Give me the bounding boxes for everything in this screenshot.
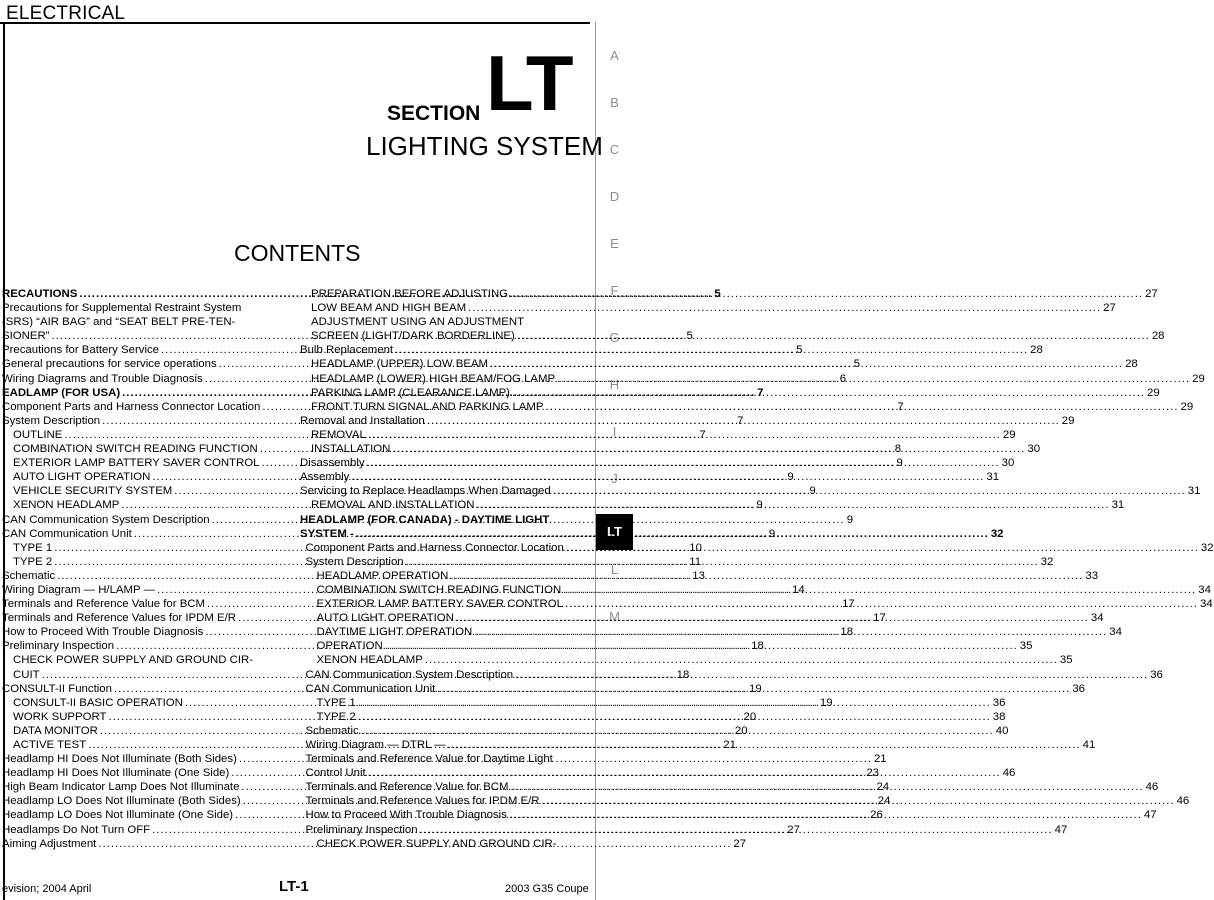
toc-entry[interactable]: [300, 513, 592, 527]
toc-leader-dots: [557, 372, 1190, 386]
toc-entry-page: 33: [1085, 569, 1099, 582]
toc-entry-title: HEADLAMP (LOWER) HIGH BEAM/FOG LAMP: [311, 372, 556, 385]
toc-entry[interactable]: [300, 456, 1015, 470]
toc-entry-title: VEHICLE SECURITY SYSTEM: [13, 485, 173, 498]
toc-entry-page: 9: [756, 499, 763, 512]
toc-leader-dots: [565, 597, 1198, 611]
toc-entry-title: Terminals and Reference Value for Daytime Light: [305, 753, 553, 766]
toc-entry-title: Schematic: [2, 569, 56, 582]
toc-leader-dots: [368, 428, 1001, 442]
toc-entry[interactable]: [300, 343, 1043, 357]
toc-entry-title: CAN Communication System Description: [2, 513, 210, 526]
toc-entry[interactable]: [300, 287, 1158, 301]
toc-entry-page: 13: [692, 569, 705, 582]
toc-entry-title: Component Parts and Harness Connector Location: [2, 400, 261, 413]
toc-entry-page: 7: [757, 386, 764, 399]
toc-entry-page: 27: [787, 823, 800, 836]
toc-entry-title: Precautions for Battery Service: [2, 344, 160, 357]
toc-leader-dots: [392, 442, 1025, 456]
toc-entry-title: SYSTEM -: [300, 527, 354, 540]
toc-entry-title: REMOVAL AND INSTALLATION: [311, 499, 475, 512]
toc-entry-page: 46: [1145, 781, 1159, 794]
toc-entry-title: Headlamp LO Does Not Illuminate (One Side): [2, 809, 234, 822]
toc-entry-page: 27: [733, 837, 747, 850]
toc-entry-page: 9: [768, 527, 776, 540]
toc-entry-page: 29: [1192, 372, 1205, 385]
toc-entry-page: 7: [737, 414, 744, 427]
toc-leader-dots: [406, 555, 1039, 569]
footer-page-number: LT-1: [279, 878, 309, 895]
contents-heading: CONTENTS: [234, 240, 361, 266]
toc-leader-dots: [456, 611, 1089, 625]
toc-entry-page: 27: [1145, 288, 1158, 300]
section-tab-e[interactable]: E: [610, 236, 619, 251]
section-tab-lt[interactable]: LT: [596, 514, 633, 550]
section-title: LIGHTING SYSTEM: [366, 131, 603, 161]
toc-entry-page: 46: [1176, 795, 1190, 808]
toc-entry-page: 31: [1111, 499, 1125, 512]
toc-leader-dots: [351, 470, 984, 484]
toc-entry[interactable]: [300, 386, 1160, 400]
toc-entry-title: HEADLAMP (UPPER) LOW BEAM: [311, 358, 489, 371]
toc-entry[interactable]: [300, 498, 1125, 512]
toc-entry-title: Preliminary Inspection: [305, 823, 418, 836]
footer-model: 2003 G35 Coupe: [505, 883, 589, 895]
toc-entry-title: PREPARATION BEFORE ADJUSTING: [311, 288, 509, 300]
toc-entry-page: 38: [992, 710, 1006, 723]
toc-entry-title: Terminals and Reference Values for IPDM E/R: [2, 612, 237, 625]
toc-entry-page: 30: [1027, 443, 1041, 456]
toc-entry-title: TYPE 2: [316, 710, 356, 723]
toc-entry-page: 34: [1198, 583, 1211, 596]
toc-entry-page: 46: [1002, 767, 1016, 780]
toc-entry-page: 11: [689, 555, 702, 568]
toc-entry-page: 21: [873, 753, 887, 766]
toc-entry-title: CAN Communication Unit: [305, 682, 436, 695]
toc-entry[interactable]: [300, 653, 1073, 667]
toc-entry-title: AUTO LIGHT OPERATION: [316, 612, 454, 625]
toc-leader-dots: [425, 653, 1058, 667]
toc-leader-dots: [517, 329, 1150, 343]
toc-leader-dots: [546, 400, 1179, 414]
toc-leader-dots: [468, 301, 1101, 315]
toc-entry-title: How to Proceed With Trouble Diagnosis: [2, 626, 204, 639]
toc-entry-page: 35: [1019, 640, 1033, 653]
toc-entry-page: 23: [866, 767, 879, 780]
toc-entry-page: 47: [1054, 823, 1068, 836]
toc-leader-dots: [509, 808, 1142, 822]
toc-entry[interactable]: [2, 315, 284, 329]
toc-entry-title: How to Proceed With Trouble Diagnosis: [305, 809, 507, 822]
toc-entry-title: (SRS) “AIR BAG” and “SEAT BELT PRE-TEN-: [2, 316, 236, 329]
toc-leader-dots: [490, 357, 1123, 371]
toc-leader-dots: [474, 625, 1107, 639]
toc-entry-page: 32: [1200, 541, 1214, 554]
toc-entry-page: 29: [1061, 414, 1075, 427]
toc-entry-page: 36: [1072, 682, 1085, 695]
toc-leader-dots: [361, 724, 994, 738]
section-tab-g[interactable]: G: [609, 330, 620, 345]
toc-entry-page: 29: [1002, 428, 1016, 441]
toc-entry-title: General precautions for service operations: [2, 358, 217, 371]
toc-entry-page: 36: [992, 696, 1006, 709]
toc-entry-page: 24: [876, 781, 890, 794]
section-tab-j[interactable]: J: [611, 471, 618, 486]
toc-entry-title: Terminals and Reference Value for BCM: [305, 781, 509, 794]
toc-entry-title: COMBINATION SWITCH READING FUNCTION: [13, 443, 258, 456]
toc-entry[interactable]: [300, 400, 1194, 414]
toc-entry-title: EXTERIOR LAMP BATTERY SAVER CONTROL: [13, 457, 260, 470]
toc-entry-title: DATA MONITOR: [13, 724, 98, 737]
toc-leader-dots: [515, 668, 1148, 682]
toc-entry-page: 24: [877, 795, 891, 808]
section-code: LT: [486, 39, 572, 127]
toc-entry-title: System Description: [2, 414, 101, 427]
toc-entry-title: SIONER”: [2, 330, 50, 343]
toc-entry-page: 35: [1059, 654, 1073, 667]
toc-entry-page: 5: [714, 288, 721, 300]
header-category: ELECTRICAL: [6, 3, 126, 24]
toc-entry-page: 9: [787, 471, 794, 484]
toc-entry-title: TYPE 1: [316, 696, 356, 709]
toc-entry-page: 10: [689, 541, 702, 554]
toc-entry-title: ACTIVE TEST: [13, 739, 87, 751]
toc-entry-title: TYPE 2: [13, 555, 53, 568]
toc-leader-dots: [385, 639, 1018, 653]
toc-entry[interactable]: [300, 484, 1201, 498]
toc-entry-page: 5: [853, 358, 861, 371]
toc-entry-title: CHECK POWER SUPPLY AND GROUND CIR-: [316, 837, 557, 850]
toc-entry-page: 5: [686, 330, 693, 343]
toc-leader-dots: [358, 696, 991, 710]
toc-entry-page: 32: [990, 527, 1004, 540]
toc-leader-dots: [420, 823, 1053, 837]
toc-entry-title: System Description: [305, 555, 404, 568]
toc-entry-page: 41: [1082, 739, 1096, 751]
toc-entry-title: ADJUSTMENT USING AN ADJUSTMENT: [311, 316, 525, 329]
toc-leader-dots: [450, 569, 1083, 583]
toc-entry-title: Component Parts and Harness Connector Location: [305, 541, 564, 554]
toc-entry-page: 7: [897, 400, 904, 413]
toc-entry-page: 17: [873, 612, 886, 625]
toc-entry-title: CUIT: [13, 668, 40, 681]
toc-entry-title: Wiring Diagram — H/LAMP —: [2, 583, 155, 596]
toc-leader-dots: [566, 541, 1199, 555]
toc-entry-title: Bulb Replacement: [300, 344, 394, 357]
toc-entry-page: 29: [1147, 386, 1160, 399]
toc-entry-page: 28: [1125, 358, 1138, 371]
section-tab-m[interactable]: M: [609, 609, 620, 624]
toc-entry-title: XENON HEADLAMP: [316, 654, 423, 667]
toc-leader-dots: [448, 738, 1081, 752]
toc-entry-title: HEADLAMP OPERATION: [316, 569, 449, 582]
toc-entry-page: 19: [748, 682, 762, 695]
toc-entry-title: Aiming Adjustment: [2, 837, 97, 850]
toc-entry-title: Disassembly: [300, 457, 365, 470]
section-tab-b[interactable]: B: [610, 95, 619, 110]
toc-entry-page: 19: [819, 696, 833, 709]
toc-entry-page: 21: [723, 739, 736, 751]
toc-entry-page: 6: [839, 372, 847, 385]
toc-entry-page: 34: [1199, 598, 1213, 611]
toc-entry-page: 5: [796, 344, 803, 357]
toc-entry-page: 32: [1040, 555, 1054, 568]
toc-entry-title: RECAUTIONS: [2, 288, 78, 300]
toc-entry-page: 30: [1001, 457, 1015, 470]
toc-entry-title: AUTO LIGHT OPERATION: [13, 471, 151, 484]
toc-entry-title: OPERATION: [316, 640, 383, 653]
toc-entry-page: 31: [1187, 485, 1201, 498]
toc-entry[interactable]: [300, 372, 1205, 386]
toc-entry-title: Wiring Diagram — DTRL —: [305, 739, 446, 751]
toc-entry-page: 17: [842, 598, 855, 611]
toc-entry-title: OUTLINE: [13, 428, 63, 441]
toc-entry-page: 28: [1030, 344, 1043, 357]
toc-entry-title: INSTALLATION: [311, 443, 391, 456]
section-tab-l[interactable]: L: [610, 562, 619, 577]
toc-entry-title: Terminals and Reference Values for IPDM E/R: [305, 795, 540, 808]
toc-entry-title: WORK SUPPORT: [13, 710, 107, 723]
toc-entry-title: Preliminary Inspection: [2, 640, 115, 653]
toc-entry-title: High Beam Indicator Lamp Does Not Illuminate: [2, 781, 240, 794]
toc-entry-page: 9: [846, 513, 854, 526]
toc-entry-title: CHECK POWER SUPPLY AND GROUND CIR-: [13, 654, 254, 667]
toc-entry[interactable]: [300, 315, 592, 329]
toc-entry-page: 40: [995, 724, 1009, 737]
toc-entry-page: 9: [809, 485, 816, 498]
toc-entry-page: 47: [1143, 809, 1157, 822]
toc-entry-page: 18: [840, 626, 854, 639]
toc-entry-title: Servicing to Replace Headlamps When Damaged: [300, 485, 551, 498]
toc-entry-page: 27: [1103, 302, 1116, 315]
toc-entry-page: 8: [894, 443, 902, 456]
toc-entry[interactable]: [300, 470, 1000, 484]
toc-entry-title: Terminals and Reference Value for BCM: [2, 598, 206, 611]
toc-entry-page: 36: [1150, 668, 1163, 681]
toc-entry-title: CAN Communication Unit: [2, 527, 132, 540]
toc-entry-title: Control Unit: [305, 767, 366, 780]
toc-entry[interactable]: [300, 414, 1075, 428]
section-tab-d[interactable]: D: [609, 189, 620, 204]
toc-entry-page: 9: [896, 457, 903, 470]
toc-leader-dots: [553, 484, 1186, 498]
toc-entry-title: CONSULT-II Function: [2, 682, 112, 695]
section-tab-h[interactable]: H: [609, 377, 620, 392]
toc-entry-page: 34: [1090, 612, 1104, 625]
toc-entry-title: CAN Communication System Description: [305, 668, 514, 681]
toc-entry-title: EXTERIOR LAMP BATTERY SAVER CONTROL: [316, 598, 563, 611]
toc-entry-page: 26: [870, 809, 883, 822]
toc-entry-page: 28: [1151, 330, 1165, 343]
footer-revision: evision; 2004 April: [2, 883, 92, 895]
toc-entry-title: Removal and Installation: [300, 414, 425, 427]
toc-entry-title: Schematic: [305, 724, 359, 737]
toc-leader-dots: [512, 386, 1145, 400]
toc-entry[interactable]: [300, 329, 1165, 343]
toc-leader-dots: [511, 780, 1144, 794]
toc-entry[interactable]: [300, 301, 1116, 315]
toc-entry-page: 31: [986, 471, 1000, 484]
toc-entry-page: 20: [743, 710, 757, 723]
toc-leader-dots: [563, 583, 1196, 597]
toc-entry-title: DAYTIME LIGHT OPERATION: [316, 626, 473, 639]
section-tab-a[interactable]: A: [610, 48, 619, 63]
toc-entry-title: EADLAMP (FOR USA): [2, 386, 121, 399]
toc-entry[interactable]: [300, 428, 1016, 442]
toc-entry-page: 7: [699, 428, 706, 441]
toc-entry-title: Precautions for Supplemental Restraint System: [2, 302, 242, 315]
toc-entry[interactable]: [2, 653, 284, 667]
section-tab-c[interactable]: C: [609, 142, 620, 157]
toc-entry[interactable]: [300, 357, 1138, 371]
toc-entry-title: LOW BEAM AND HIGH BEAM: [311, 302, 467, 315]
section-tab-f[interactable]: F: [610, 283, 619, 298]
toc-entry-title: REMOVAL: [311, 428, 366, 441]
toc-entry-page: 14: [792, 583, 805, 596]
toc-entry-page: 34: [1109, 626, 1122, 639]
toc-entry-title: Headlamp LO Does Not Illuminate (Both Sides): [2, 795, 241, 808]
toc-entry-title: FRONT TURN SIGNAL AND PARKING LAMP: [311, 400, 544, 413]
toc-entry-title: Assembly: [300, 471, 350, 484]
toc-entry-title: COMBINATION SWITCH READING FUNCTION: [316, 583, 562, 596]
toc-leader-dots: [368, 766, 1001, 780]
toc-leader-dots: [395, 343, 1028, 357]
toc-entry-title: PARKING LAMP (CLEARANCE LAMP): [311, 386, 510, 399]
toc-entry-page: 29: [1180, 400, 1194, 413]
toc-leader-dots: [542, 794, 1175, 808]
toc-leader-dots: [477, 498, 1110, 512]
toc-entry[interactable]: [300, 442, 1041, 456]
toc-leader-dots: [356, 527, 989, 541]
toc-entry-title: HEADLAMP (FOR CANADA) - DAYTIME LIGHT: [300, 513, 550, 526]
toc-entry-title: Headlamp HI Does Not Illuminate (Both Sides): [2, 753, 237, 766]
toc-entry-title: Wiring Diagrams and Trouble Diagnosis: [2, 372, 203, 385]
section-label: SECTION: [387, 102, 481, 125]
section-tab-i[interactable]: I: [612, 424, 617, 439]
toc-leader-dots: [437, 682, 1070, 696]
toc-entry-title: Headlamps Do Not Turn OFF: [2, 823, 151, 836]
toc-leader-dots: [358, 710, 991, 724]
toc-entry-title: TYPE 1: [13, 541, 53, 554]
toc-entry-page: 20: [734, 724, 748, 737]
toc-leader-dots: [510, 287, 1143, 301]
toc-entry[interactable]: [2, 301, 284, 315]
toc-entry-title: Headlamp HI Does Not Illuminate (One Side): [2, 767, 230, 780]
toc-entry[interactable]: [300, 837, 592, 851]
toc-leader-dots: [427, 414, 1060, 428]
toc-entry-title: XENON HEADLAMP: [13, 499, 120, 512]
toc-entry-page: 18: [676, 668, 690, 681]
toc-leader-dots: [367, 456, 1000, 470]
toc-entry-title: SCREEN (LIGHT/DARK BORDERLINE): [311, 330, 515, 343]
toc-entry-page: 18: [751, 640, 764, 653]
toc-entry-title: CONSULT-II BASIC OPERATION: [13, 696, 183, 709]
toc-entry[interactable]: [300, 752, 592, 766]
